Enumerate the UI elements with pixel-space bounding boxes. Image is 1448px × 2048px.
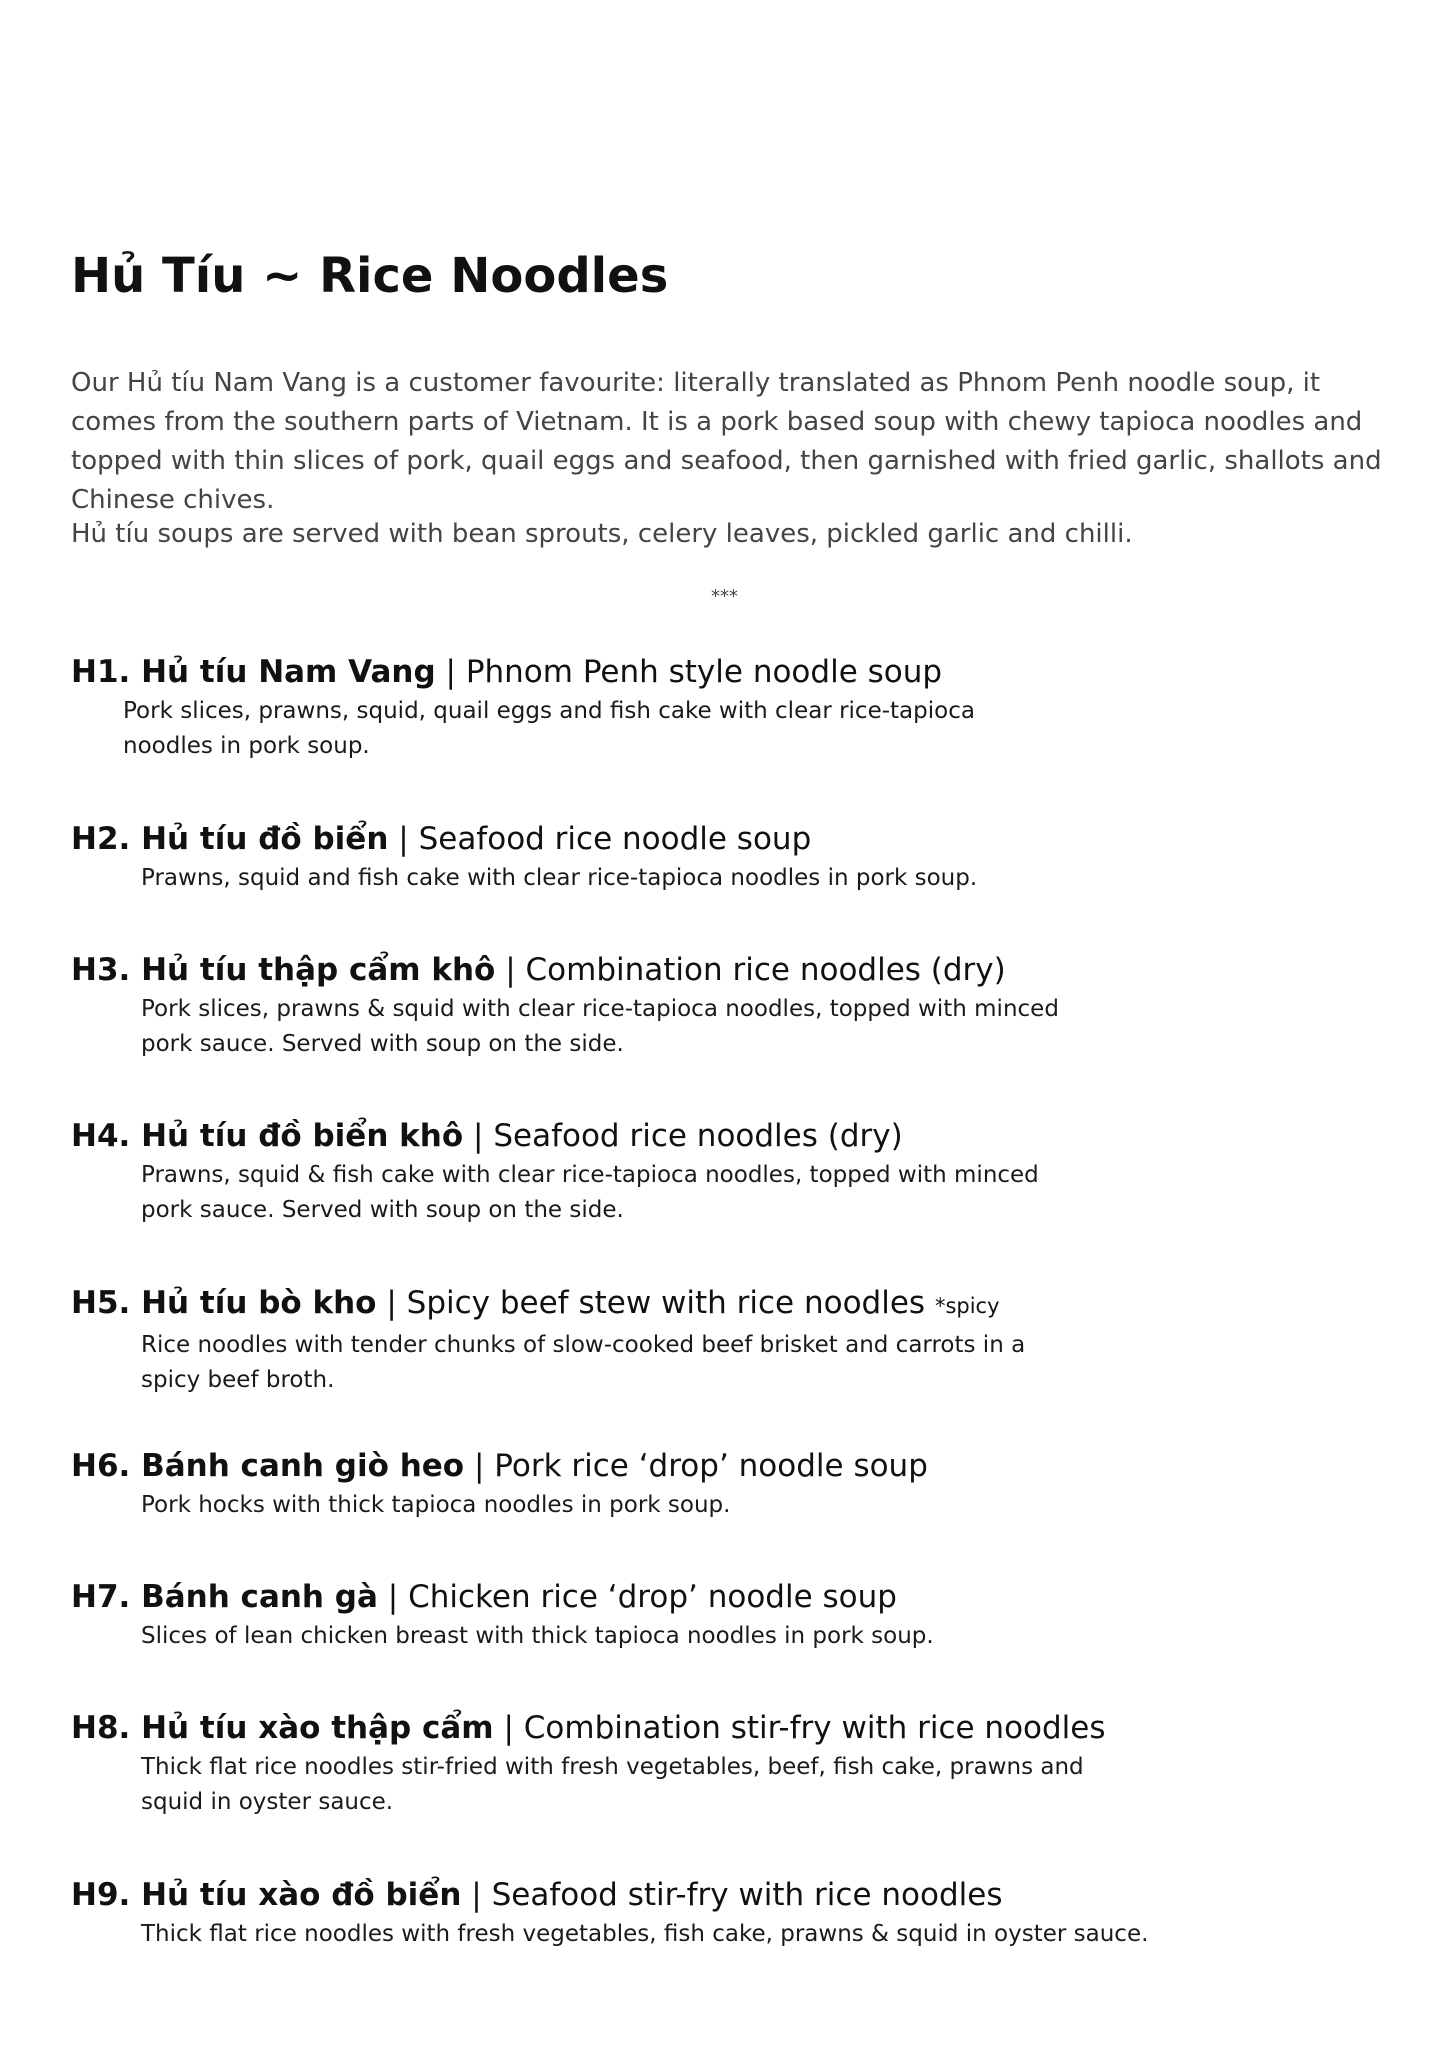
menu-item-h2 [71, 819, 1391, 896]
intro-accompaniments: Hủ tíu soups are served with bean sprouts, celery leaves, pickled garlic and chilli. [71, 519, 1133, 549]
menu-item-heading [71, 819, 1391, 859]
menu-item-english-name: Chicken rice ‘drop’ noodle soup [408, 1579, 897, 1615]
section-separator: *** [711, 586, 738, 607]
menu-item-description: Pork slices, prawns, squid, quail eggs and fish cake with clear rice-tapioca noodles in pork soup. [123, 698, 975, 759]
menu-item-name: H4. Hủ tíu đồ biển khô [71, 1118, 464, 1154]
menu-item-description: Prawns, squid & fish cake with clear rice-tapioca noodles, topped with minced pork sauce. Served with soup on the side. [141, 1162, 1039, 1223]
menu-item-h8 [71, 1708, 1391, 1820]
menu-item-h3 [71, 950, 1391, 1062]
menu-item-separator: | [386, 1285, 397, 1321]
menu-item-h6 [71, 1446, 1391, 1523]
menu-item-description: Thick flat rice noodles with fresh vegetables, fish cake, prawns & squid in oyster sauce. [141, 1921, 1149, 1947]
menu-item-description: Prawns, squid and fish cake with clear rice-tapioca noodles in pork soup. [141, 865, 978, 891]
menu-item-description: Thick flat rice noodles stir-fried with fresh vegetables, beef, fish cake, prawns and squid in oyster sauce. [141, 1754, 1084, 1815]
menu-item-english-name: Seafood stir-fry with rice noodles [491, 1877, 1003, 1913]
menu-item-name: H7. Bánh canh gà [71, 1579, 378, 1615]
menu-item-name: H5. Hủ tíu bò kho [71, 1285, 377, 1321]
menu-item-heading [71, 1283, 1391, 1326]
menu-item-heading [71, 1875, 1391, 1915]
menu-item-english-name: Phnom Penh style noodle soup [465, 654, 943, 690]
menu-item-separator: | [473, 1118, 484, 1154]
menu-item-english-name: Pork rice ‘drop’ noodle soup [494, 1448, 928, 1484]
page-title: Hủ Tíu ~ Rice Noodles [71, 248, 669, 304]
menu-item-description: Pork slices, prawns & squid with clear rice-tapioca noodles, topped with minced pork sauce. Served with soup on the side. [141, 996, 1059, 1057]
menu-item-heading [71, 1577, 1391, 1617]
menu-item-separator: | [471, 1877, 482, 1913]
menu-item-separator: | [473, 1448, 485, 1484]
menu-item-description: Rice noodles with tender chunks of slow-cooked beef brisket and carrots in a spicy beef broth. [141, 1332, 1026, 1393]
menu-item-english-name: Seafood rice noodle soup [418, 821, 812, 857]
menu-item-h5 [71, 1283, 1391, 1398]
menu-item-name: H1. Hủ tíu Nam Vang [71, 654, 436, 690]
menu-item-english-name: Seafood rice noodles (dry) [493, 1118, 903, 1154]
menu-item-heading [71, 1708, 1391, 1748]
menu-item-name: H3. Hủ tíu thập cẩm khô [71, 952, 496, 988]
menu-item-description: Pork hocks with thick tapioca noodles in pork soup. [141, 1492, 731, 1518]
menu-item-separator: | [505, 952, 516, 988]
spicy-note: *spicy [934, 1294, 1000, 1318]
menu-item-english-name: Combination stir-fry with rice noodles [523, 1710, 1106, 1746]
menu-item-heading [71, 652, 1391, 692]
menu-item-heading [71, 950, 1391, 990]
menu-item-english-name: Combination rice noodles (dry) [525, 952, 1006, 988]
menu-item-english-name: Spicy beef stew with rice noodles [406, 1285, 926, 1321]
menu-item-separator: | [398, 821, 409, 857]
menu-item-separator: | [503, 1710, 514, 1746]
menu-item-heading [71, 1446, 1391, 1486]
menu-item-h4 [71, 1116, 1391, 1228]
menu-item-h1 [71, 652, 1391, 764]
intro-paragraph: Our Hủ tíu Nam Vang is a customer favourite: literally translated as Phnom Penh noodle soup, it comes from the southern parts of Vietnam. It is a pork based soup with chewy tapioca noodles and topped with thin slices of pork, quail eggs and seafood, then garnished with fried garlic, shallots and Chinese chives. [71, 368, 1382, 515]
menu-item-name: H8. Hủ tíu xào thập cẩm [71, 1710, 494, 1746]
menu-item-h7 [71, 1577, 1391, 1654]
menu-item-heading [71, 1116, 1391, 1156]
menu-item-name: H2. Hủ tíu đồ biển [71, 821, 389, 857]
menu-item-h9 [71, 1875, 1391, 1952]
menu-item-name: H9. Hủ tíu xào đồ biển [71, 1877, 462, 1913]
menu-item-description: Slices of lean chicken breast with thick tapioca noodles in pork soup. [141, 1623, 934, 1649]
menu-item-name: H6. Bánh canh giò heo [71, 1448, 465, 1484]
menu-item-separator: | [387, 1579, 399, 1615]
menu-item-separator: | [445, 654, 456, 690]
